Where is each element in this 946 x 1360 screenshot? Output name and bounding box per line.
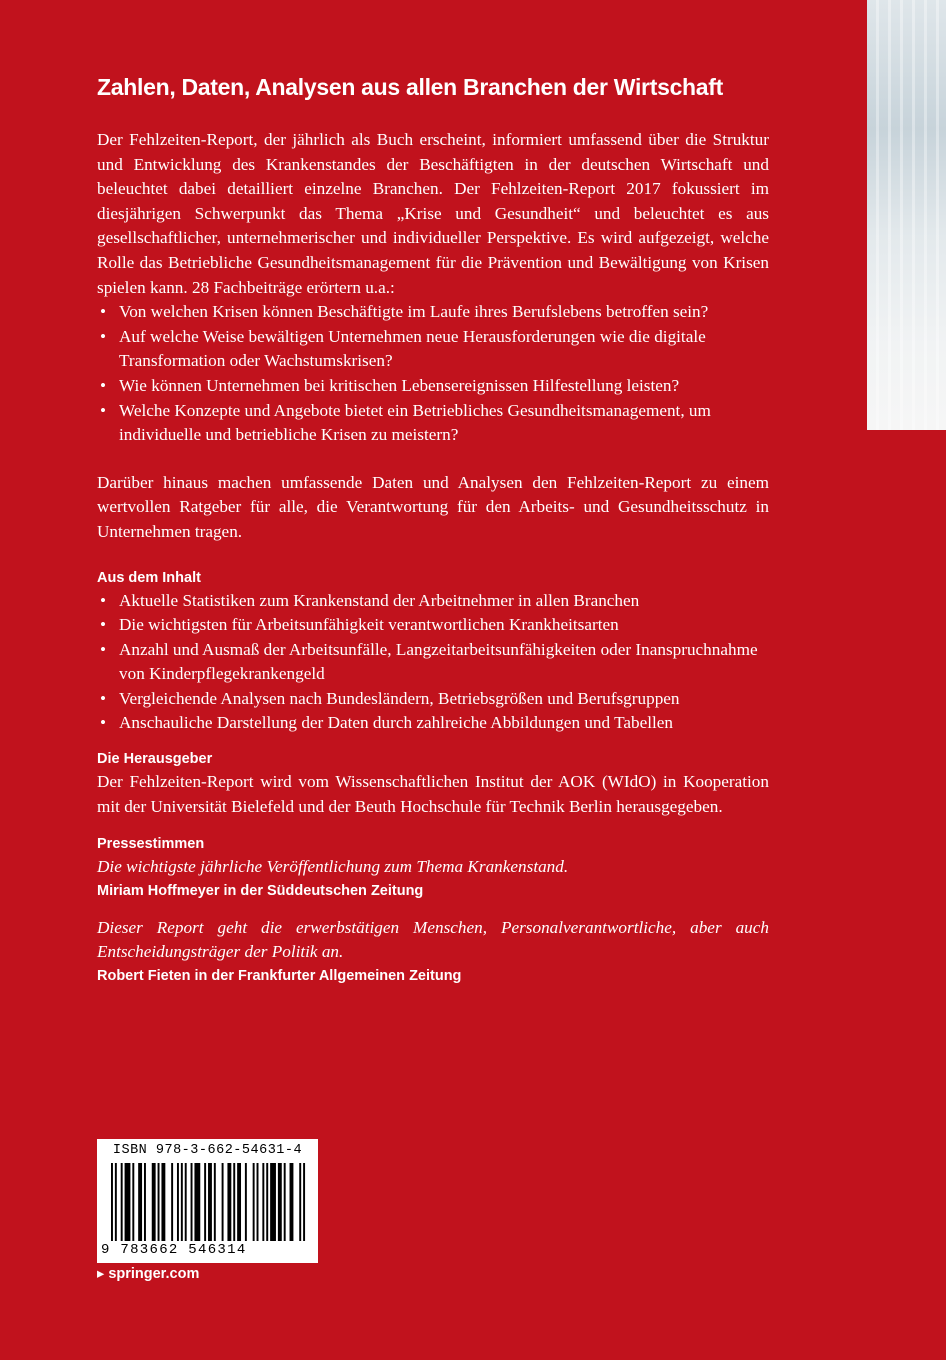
barcode-bar xyxy=(177,1163,179,1241)
barcode-bar xyxy=(284,1163,286,1241)
press-quote-source: Miriam Hoffmeyer in der Süddeutschen Zeitung xyxy=(97,882,424,899)
press-quote: Die wichtigste jährliche Veröffentlichung zum Thema Krankenstand. xyxy=(97,857,569,877)
list-item: • Wie können Unternehmen bei kritischen Lebensereignissen Hilfestellung leisten? xyxy=(97,374,769,399)
barcode-bar xyxy=(204,1163,206,1241)
intro-paragraph: Der Fehlzeiten-Report, der jährlich als Buch erscheint, informiert umfassend über die Struktur und Entwicklung des Krankenstandes der Beschäftigten in der deutschen Wirtschaft und beleuchtet dabei detailliert einzelne Branchen. Der Fehlzeiten-Report 2017 fokussiert im diesjährigen Schwerpunkt das Thema „Krise und Gesundheit“ und beleuchtet es aus gesellschaftlicher, unternehmerischer und individueller Perspektive. Es wird aufgezeigt, welche Rolle das Betriebliche Gesundheitsmanagement für die Prävention und Bewältigung von Krisen spielen kann. 28 Fachbeiträge erörtern u.a.: xyxy=(97,130,769,297)
list-item: • Auf welche Weise bewältigen Unternehmen neue Herausforderungen wie die digitale Transformation oder Wachstumskrisen? xyxy=(97,325,769,374)
press-quote: Dieser Report geht die erwerbstätigen Menschen, Personalverantwortliche, aber auch Entscheidungsträger der Politik an. xyxy=(97,917,769,962)
barcode-bar xyxy=(237,1163,241,1241)
barcode-bars xyxy=(111,1163,307,1241)
list-item: • Welche Konzepte und Angebote bietet ein Betriebliches Gesundheitsmanagement, um individuelle und betriebliche Krisen zu meistern? xyxy=(97,399,769,448)
headline: Zahlen, Daten, Analysen aus allen Branchen der Wirtschaft xyxy=(97,74,724,100)
barcode-bar xyxy=(181,1163,183,1241)
editors-heading: Die Herausgeber xyxy=(97,751,213,768)
editors-paragraph: Der Fehlzeiten-Report wird vom Wissenschaftlichen Institut der AOK (WIdO) in Kooperation mit der Universität Bielefeld und der Beuth Hochschule für Technik Berlin herausgegeben. xyxy=(97,772,769,816)
barcode-bar xyxy=(138,1163,142,1241)
contents-list xyxy=(97,589,769,737)
barcode-bar xyxy=(115,1163,117,1241)
contents-heading: Aus dem Inhalt xyxy=(97,569,201,586)
barcode-bar xyxy=(158,1163,160,1241)
list-item: • Vergleichende Analysen nach Bundesländern, Betriebsgrößen und Berufsgruppen xyxy=(97,687,769,712)
barcode-bar xyxy=(253,1163,255,1241)
barcode-bar xyxy=(185,1163,187,1241)
barcode-bar xyxy=(144,1163,146,1241)
barcode-bar xyxy=(227,1163,231,1241)
barcode-bar xyxy=(303,1163,305,1241)
publisher-link[interactable] xyxy=(97,1266,199,1282)
barcode-bar xyxy=(299,1163,301,1241)
press-quote-source: Robert Fieten in der Frankfurter Allgemeinen Zeitung xyxy=(97,968,462,985)
barcode-bar xyxy=(266,1163,268,1241)
barcode-bar xyxy=(161,1163,165,1241)
barcode-bar xyxy=(208,1163,212,1241)
list-item: • Die wichtigsten für Arbeitsunfähigkeit verantwortlichen Krankheitsarten xyxy=(97,613,769,638)
isbn-barcode xyxy=(97,1139,318,1263)
barcode-bar xyxy=(233,1163,235,1241)
arrow-right-icon: ▸ xyxy=(97,1266,105,1282)
barcode-bar xyxy=(125,1163,131,1241)
cover-photo-strip xyxy=(867,0,946,430)
barcode-bar xyxy=(121,1163,123,1241)
barcode-bar xyxy=(191,1163,193,1241)
barcode-bar xyxy=(171,1163,173,1241)
list-item: • Aktuelle Statistiken zum Krankenstand der Arbeitnehmer in allen Branchen xyxy=(97,589,769,614)
list-item: • Von welchen Krisen können Beschäftigte im Laufe ihres Berufslebens betroffen sein? xyxy=(97,300,769,325)
barcode-bar xyxy=(278,1163,282,1241)
barcode-bar xyxy=(290,1163,294,1241)
barcode-bar xyxy=(214,1163,216,1241)
barcode-bar xyxy=(111,1163,113,1241)
barcode-bar xyxy=(194,1163,200,1241)
barcode-bar xyxy=(222,1163,224,1241)
questions-list xyxy=(97,300,769,448)
ean-digits: 9 783662 546314 xyxy=(101,1242,247,1258)
isbn-text: ISBN 978-3-662-54631-4 xyxy=(112,1143,303,1158)
list-item: • Anzahl und Ausmaß der Arbeitsunfälle, Langzeitarbeitsunfähigkeiten oder Inanspruchnahme von Kinderpflegekrankengeld xyxy=(97,638,769,687)
press-heading: Pressestimmen xyxy=(97,836,205,853)
barcode-bar xyxy=(262,1163,264,1241)
closing-paragraph: Darüber hinaus machen umfassende Daten und Analysen den Fehlzeiten-Report zu einem wertvollen Ratgeber für alle, die Verantwortung für den Arbeits- und Gesundheitsschutz in Unternehmen tragen. xyxy=(97,472,769,541)
publisher-link-text: springer.com xyxy=(108,1266,200,1282)
barcode-bar xyxy=(132,1163,134,1241)
list-item: • Anschauliche Darstellung der Daten durch zahlreiche Abbildungen und Tabellen xyxy=(97,711,769,736)
barcode-bar xyxy=(245,1163,247,1241)
barcode-bar xyxy=(270,1163,276,1241)
barcode-bar xyxy=(257,1163,259,1241)
barcode-bar xyxy=(152,1163,156,1241)
blurb-content xyxy=(97,128,769,987)
